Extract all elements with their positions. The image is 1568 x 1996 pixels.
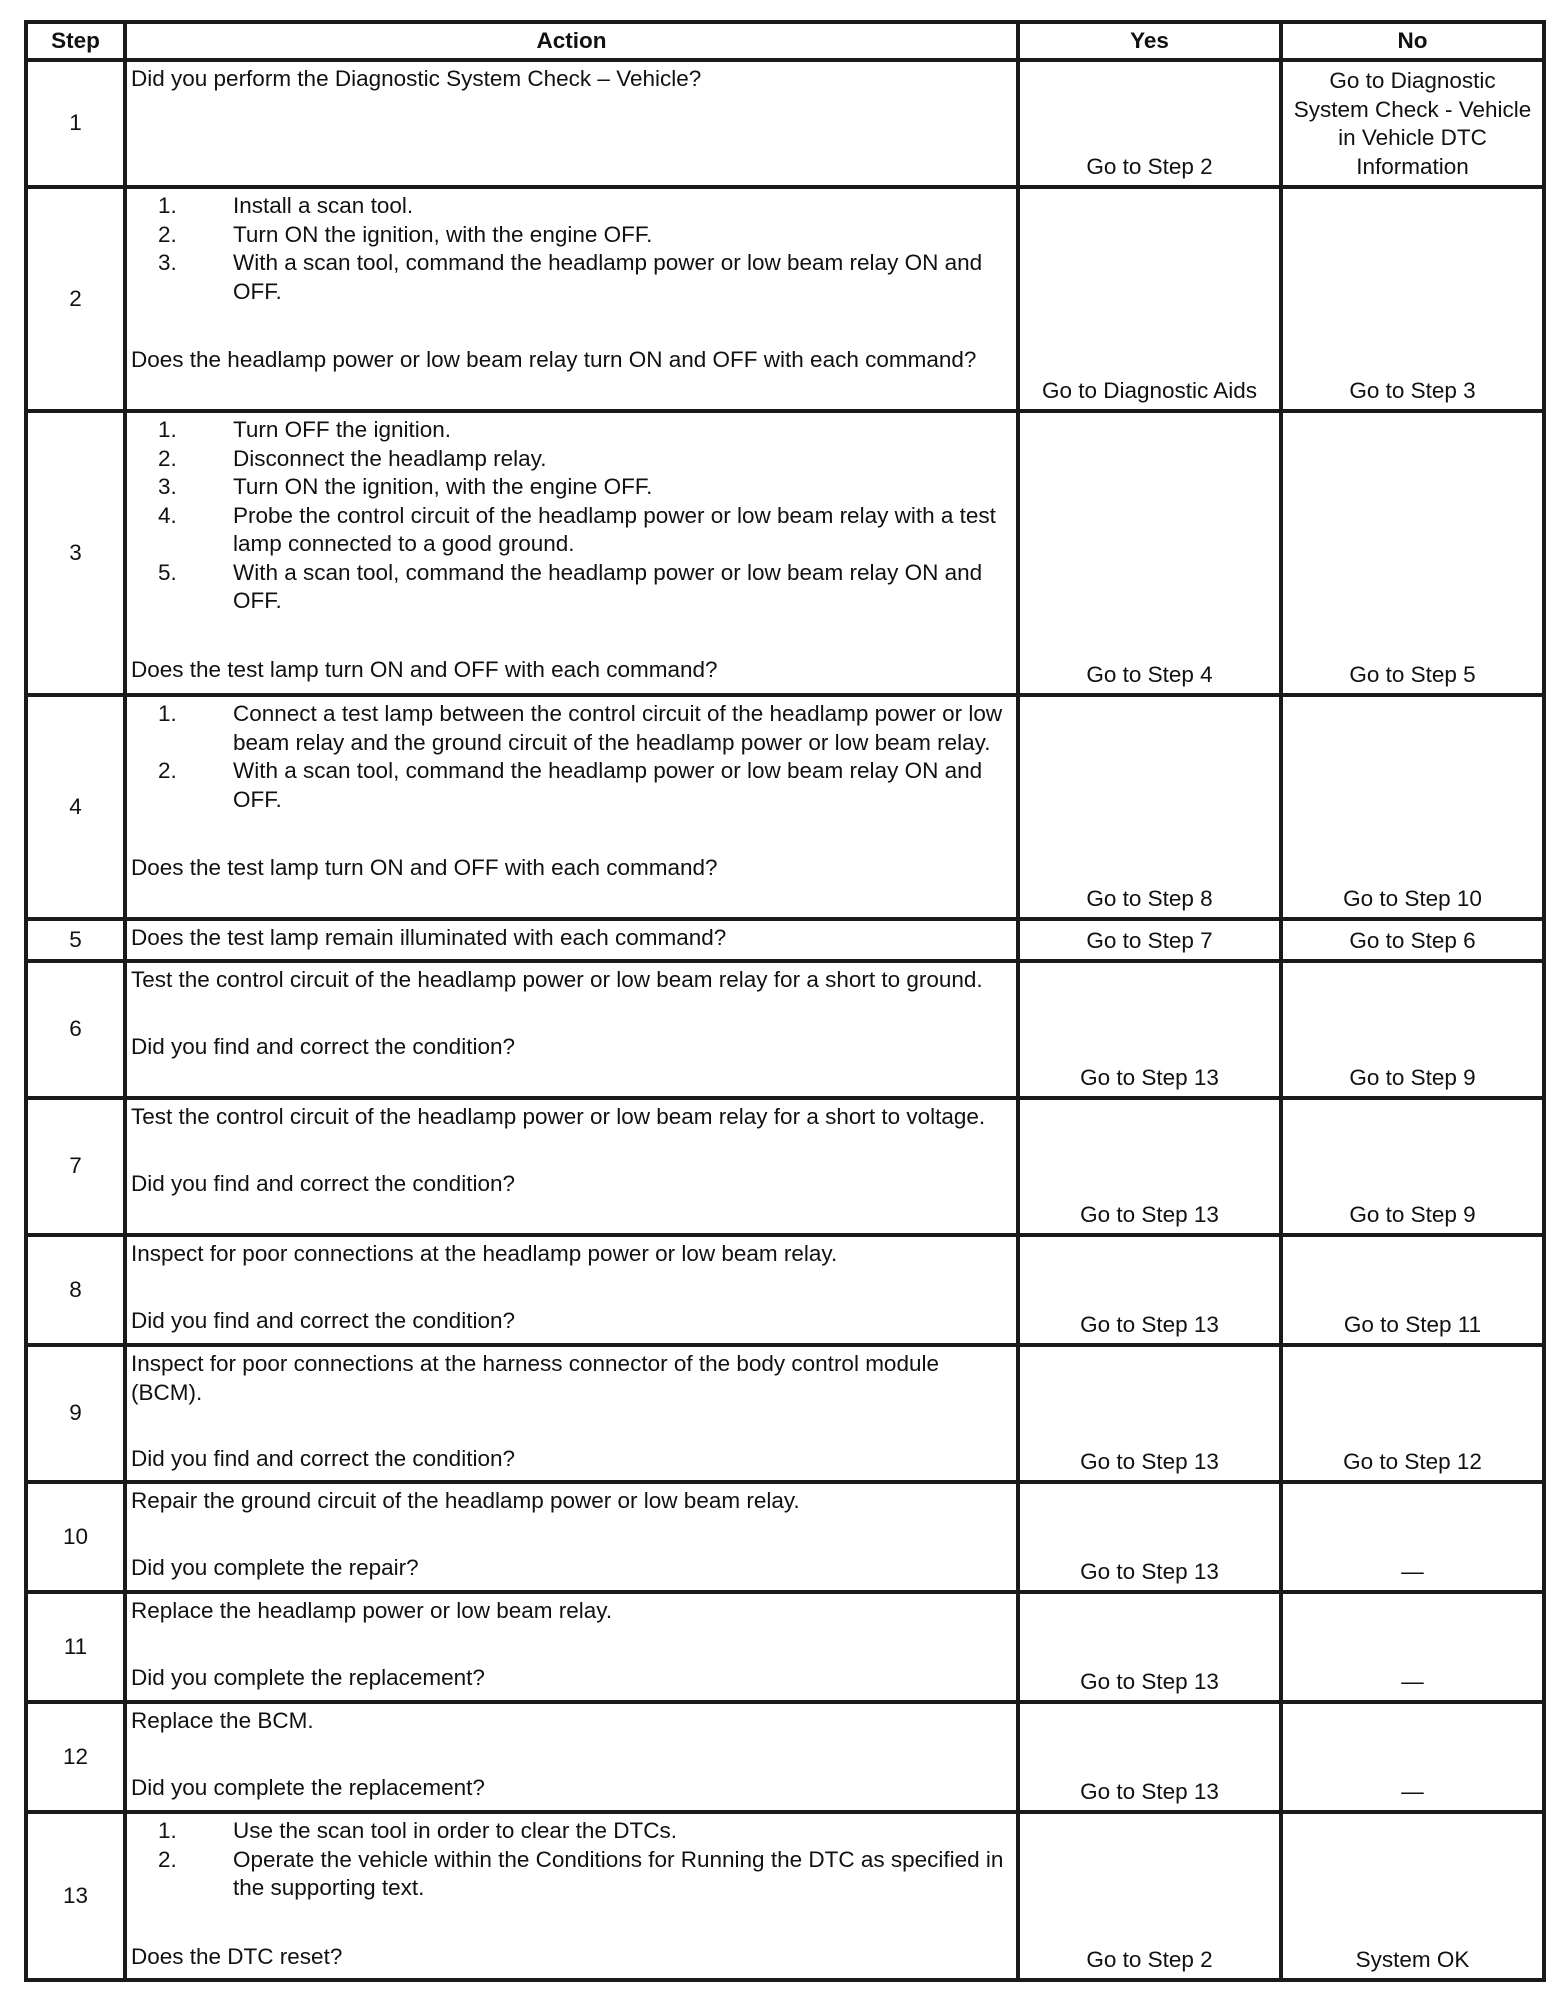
action-question: Does the headlamp power or low beam relay turn ON and OFF with each command? [131, 347, 977, 372]
action-question: Did you find and correct the condition? [131, 1033, 515, 1059]
action-question: Does the DTC reset? [131, 1943, 343, 1969]
table-row [26, 60, 1544, 187]
table-row [26, 961, 1544, 1098]
action-question: Did you complete the repair? [131, 1554, 419, 1580]
action-question: Does the test lamp turn ON and OFF with each command? [131, 855, 718, 880]
step-number: 7 [26, 1098, 125, 1235]
table-row [26, 919, 1544, 961]
action-steps-list [131, 1817, 1008, 1903]
step-number: 6 [26, 961, 125, 1098]
action-question: Did you find and correct the condition? [131, 1307, 515, 1333]
action-step-item: With a scan tool, command the headlamp power or low beam relay ON and OFF. [233, 758, 983, 812]
step-number: 13 [26, 1812, 125, 1980]
no-result: — [1281, 1592, 1544, 1702]
spacer [131, 1736, 1008, 1774]
action-instruction: Does the test lamp remain illuminated with each command? [131, 925, 727, 950]
action-cell [125, 411, 1018, 695]
step-number: 4 [26, 695, 125, 919]
action-question: Did you find and correct the condition? [131, 1446, 515, 1471]
spacer [131, 1903, 1008, 1943]
header-step: Step [26, 22, 125, 60]
no-result: Go to Diagnostic System Check - Vehicle in Vehicle DTC Information [1281, 60, 1544, 187]
no-result: Go to Step 5 [1281, 411, 1544, 695]
yes-result: Go to Step 7 [1018, 919, 1281, 961]
action-question: Did you find and correct the condition? [131, 1170, 515, 1196]
table-row [26, 1235, 1544, 1345]
action-cell [125, 919, 1018, 961]
action-question: Does the test lamp turn ON and OFF with each command? [131, 656, 718, 682]
table-row [26, 411, 1544, 695]
action-cell [125, 695, 1018, 919]
table-header [26, 22, 1544, 60]
action-cell [125, 60, 1018, 187]
no-result: Go to Step 12 [1281, 1345, 1544, 1482]
table-row [26, 1812, 1544, 1980]
action-cell [125, 1592, 1018, 1702]
no-result: Go to Step 6 [1281, 919, 1544, 961]
action-instruction: Test the control circuit of the headlamp power or low beam relay for a short to voltage. [131, 1104, 986, 1129]
action-step-item: With a scan tool, command the headlamp power or low beam relay ON and OFF. [233, 250, 983, 304]
yes-result: Go to Step 13 [1018, 1482, 1281, 1592]
no-result: Go to Step 3 [1281, 187, 1544, 411]
action-cell [125, 1345, 1018, 1482]
table-row [26, 695, 1544, 919]
action-cell [125, 1098, 1018, 1235]
step-number: 2 [26, 187, 125, 411]
spacer [131, 1132, 1008, 1170]
action-steps-list [131, 192, 1008, 306]
no-result: Go to Step 10 [1281, 695, 1544, 919]
action-steps-list [131, 416, 1008, 616]
yes-result: Go to Step 13 [1018, 1592, 1281, 1702]
action-cell [125, 961, 1018, 1098]
action-step-item: Turn ON the ignition, with the engine OFF. [233, 221, 653, 247]
action-step-item: Disconnect the headlamp relay. [233, 445, 547, 471]
step-number: 9 [26, 1345, 125, 1482]
table-row [26, 1345, 1544, 1482]
action-question: Did you complete the replacement? [131, 1664, 485, 1690]
spacer [131, 1626, 1008, 1664]
header-no: No [1281, 22, 1544, 60]
action-instruction: Replace the BCM. [131, 1708, 314, 1733]
yes-result: Go to Step 4 [1018, 411, 1281, 695]
step-number: 8 [26, 1235, 125, 1345]
yes-result: Go to Step 13 [1018, 961, 1281, 1098]
header-row [26, 22, 1544, 60]
yes-result: Go to Step 13 [1018, 1702, 1281, 1812]
step-number: 3 [26, 411, 125, 695]
yes-result: Go to Step 2 [1018, 60, 1281, 187]
action-instruction: Inspect for poor connections at the harness connector of the body control module (BCM). [131, 1351, 939, 1405]
header-action: Action [125, 22, 1018, 60]
yes-result: Go to Step 8 [1018, 695, 1281, 919]
step-number: 10 [26, 1482, 125, 1592]
action-step-item: Connect a test lamp between the control circuit of the headlamp power or low beam relay and the ground circuit of the headlamp power or low beam relay. [233, 701, 1003, 755]
action-cell [125, 187, 1018, 411]
spacer [131, 1516, 1008, 1554]
yes-result: Go to Step 13 [1018, 1098, 1281, 1235]
spacer [131, 814, 1008, 854]
header-yes: Yes [1018, 22, 1281, 60]
no-result: — [1281, 1702, 1544, 1812]
spacer [131, 306, 1008, 346]
table-body [26, 60, 1544, 1980]
action-step-item: Install a scan tool. [233, 193, 414, 218]
diagnostic-table [24, 20, 1546, 1982]
action-step-item: Probe the control circuit of the headlamp power or low beam relay with a test lamp connected to a good ground. [233, 502, 996, 556]
no-result: Go to Step 11 [1281, 1235, 1544, 1345]
spacer [131, 1269, 1008, 1307]
no-result: Go to Step 9 [1281, 1098, 1544, 1235]
step-number: 5 [26, 919, 125, 961]
yes-result: Go to Step 2 [1018, 1812, 1281, 1980]
table-row [26, 187, 1544, 411]
no-result: Go to Step 9 [1281, 961, 1544, 1098]
action-cell [125, 1702, 1018, 1812]
action-step-item: Turn ON the ignition, with the engine OFF. [233, 474, 653, 499]
step-number: 11 [26, 1592, 125, 1702]
action-instruction: Did you perform the Diagnostic System Check – Vehicle? [131, 66, 702, 91]
no-result: — [1281, 1482, 1544, 1592]
action-steps-list [131, 700, 1008, 814]
step-number: 1 [26, 60, 125, 187]
spacer [131, 616, 1008, 656]
action-step-item: Operate the vehicle within the Conditions for Running the DTC as specified in the supporting text. [233, 1846, 1004, 1900]
action-instruction: Test the control circuit of the headlamp power or low beam relay for a short to ground. [131, 967, 983, 992]
action-instruction: Inspect for poor connections at the headlamp power or low beam relay. [131, 1241, 838, 1266]
step-number: 12 [26, 1702, 125, 1812]
action-step-item: Use the scan tool in order to clear the DTCs. [233, 1818, 677, 1843]
spacer [131, 995, 1008, 1033]
yes-result: Go to Step 13 [1018, 1345, 1281, 1482]
no-result: System OK [1281, 1812, 1544, 1980]
table-row [26, 1592, 1544, 1702]
table-row [26, 1702, 1544, 1812]
action-cell [125, 1482, 1018, 1592]
yes-result: Go to Step 13 [1018, 1235, 1281, 1345]
action-instruction: Repair the ground circuit of the headlamp power or low beam relay. [131, 1488, 800, 1513]
action-cell [125, 1812, 1018, 1980]
action-instruction: Replace the headlamp power or low beam relay. [131, 1598, 613, 1623]
table-row [26, 1482, 1544, 1592]
action-step-item: With a scan tool, command the headlamp power or low beam relay ON and OFF. [233, 559, 983, 613]
action-step-item: Turn OFF the ignition. [233, 417, 452, 442]
action-cell [125, 1235, 1018, 1345]
yes-result: Go to Diagnostic Aids [1018, 187, 1281, 411]
action-question: Did you complete the replacement? [131, 1774, 485, 1800]
table-row [26, 1098, 1544, 1235]
spacer [131, 1407, 1008, 1445]
